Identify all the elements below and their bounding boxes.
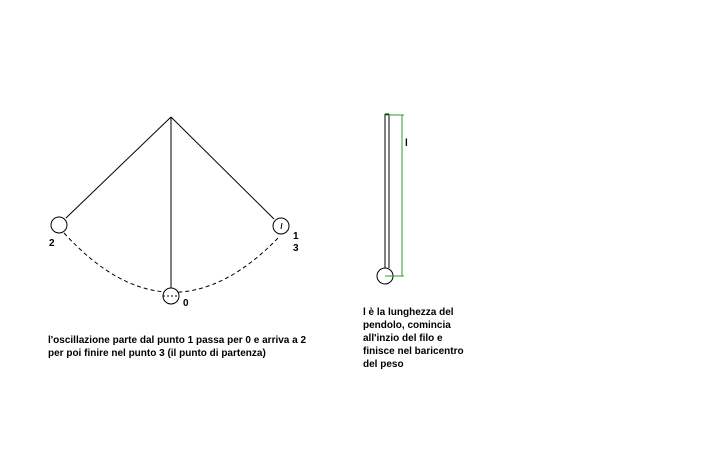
right-caption-line-5: del peso [363,359,404,370]
right-caption-line-4: finisce nel baricentro [363,346,464,357]
point-label-3: 3 [293,243,299,254]
left-caption-line-2: per poi finire nel punto 3 (il punto di partenza) [48,348,266,359]
point-label-1: 1 [293,231,299,242]
pendulum-swing-figure [51,117,289,304]
point-label-2: 2 [49,238,55,249]
left-caption-line-1: l'oscillazione parte dal punto 1 passa per 0 e arriva a 2 [48,335,307,346]
left-figure-caption [48,334,306,360]
swing-arc-path [64,233,280,292]
length-label-l: l [405,138,408,149]
right-caption-line-1: l è la lunghezza del [363,307,454,318]
string-to-right-bob [171,117,274,219]
point-label-0: 0 [183,298,189,309]
bob-left [51,217,67,233]
string-to-left-bob [66,117,171,218]
right-figure-caption [363,306,464,371]
pendulum-length-figure [377,114,404,284]
right-caption-line-3: all'inzio del filo e [363,333,443,344]
right-caption-line-2: pendolo, comincia [363,320,451,331]
